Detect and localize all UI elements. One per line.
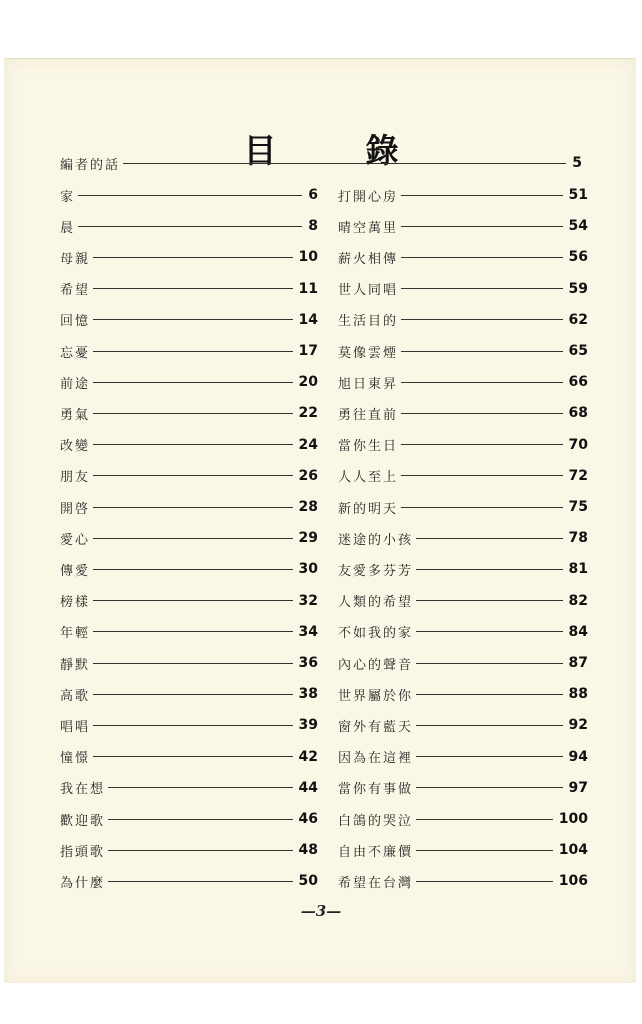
toc-entry[interactable] xyxy=(338,339,588,363)
toc-entry-page: 70 xyxy=(568,436,588,453)
toc-entry[interactable] xyxy=(60,620,318,644)
toc-entry-label: 歡迎歌 xyxy=(60,813,106,829)
toc-entry-label: 內心的聲音 xyxy=(338,657,414,673)
toc-entry[interactable] xyxy=(60,339,318,363)
toc-entry-page: 62 xyxy=(568,311,588,328)
toc-entry[interactable] xyxy=(338,745,588,769)
dot-leader xyxy=(93,694,293,695)
toc-entry[interactable] xyxy=(338,370,588,394)
toc-entry-label: 不如我的家 xyxy=(338,626,414,642)
toc-entry[interactable] xyxy=(60,526,318,550)
toc-entry-label: 家 xyxy=(60,189,76,205)
dot-leader xyxy=(108,787,293,788)
toc-entry-label: 晴空萬里 xyxy=(338,220,399,236)
dot-leader xyxy=(401,226,563,227)
toc-entry-page: 22 xyxy=(298,405,318,422)
dot-leader xyxy=(108,819,293,820)
toc-entry-page: 5 xyxy=(572,155,582,171)
dot-leader xyxy=(93,538,293,539)
toc-entry-page: 94 xyxy=(568,748,588,765)
dot-leader xyxy=(93,382,293,383)
toc-entry[interactable] xyxy=(338,589,588,613)
toc-entry-page: 72 xyxy=(568,467,588,484)
toc-entry-label: 高歌 xyxy=(60,688,91,704)
toc-entry-page: 51 xyxy=(568,187,588,203)
toc-entry-label: 迷途的小孩 xyxy=(338,532,414,548)
dot-leader xyxy=(93,569,293,570)
toc-entry-label: 薪火相傳 xyxy=(338,251,399,267)
toc-entry-page: 82 xyxy=(568,592,588,609)
dot-leader xyxy=(93,756,293,757)
toc-entry[interactable] xyxy=(338,401,588,425)
dot-leader xyxy=(401,257,563,258)
toc-entry-page: 14 xyxy=(298,311,318,328)
toc-entry-label: 希望在台灣 xyxy=(338,875,414,891)
toc-entry-label: 母親 xyxy=(60,251,91,267)
toc-entry-page: 92 xyxy=(568,717,588,734)
dot-leader xyxy=(416,694,563,695)
toc-entry-label: 指頭歌 xyxy=(60,844,106,860)
toc-entry-page: 38 xyxy=(298,686,318,703)
toc-entry-label: 年輕 xyxy=(60,626,91,642)
toc-entry[interactable] xyxy=(60,370,318,394)
toc-entry[interactable] xyxy=(338,651,588,675)
toc-entry-page: 11 xyxy=(298,280,318,297)
toc-entry-page: 50 xyxy=(298,873,318,890)
toc-entry-page: 10 xyxy=(298,249,318,266)
toc-entry-label: 白鴿的哭泣 xyxy=(338,813,414,829)
toc-entry-label: 編者的話 xyxy=(60,157,121,173)
toc-entry[interactable] xyxy=(338,433,588,457)
toc-entry-page: 8 xyxy=(308,218,318,235)
toc-entry-label: 生活目的 xyxy=(338,314,399,330)
toc-entry-label: 朋友 xyxy=(60,470,91,486)
toc-entry[interactable] xyxy=(338,838,588,862)
dot-leader xyxy=(401,413,563,414)
page-number: —3— xyxy=(300,902,342,920)
toc-entry-page: 34 xyxy=(298,623,318,640)
toc-entry-page: 42 xyxy=(298,748,318,765)
dot-leader xyxy=(123,163,566,164)
dot-leader xyxy=(416,631,563,632)
toc-entry[interactable] xyxy=(338,807,588,831)
toc-entry-page: 20 xyxy=(298,374,318,391)
dot-leader xyxy=(401,195,563,196)
toc-entry[interactable] xyxy=(60,589,318,613)
toc-entry-label: 忘憂 xyxy=(60,345,91,361)
toc-entry-label: 人人至上 xyxy=(338,470,399,486)
toc-entry[interactable] xyxy=(60,308,318,332)
dot-leader xyxy=(416,600,563,601)
dot-leader xyxy=(401,475,563,476)
dot-leader xyxy=(93,413,293,414)
toc-entry-label: 世界屬於你 xyxy=(338,688,414,704)
toc-entry[interactable] xyxy=(60,464,318,488)
toc-entry-label: 世人同唱 xyxy=(338,283,399,299)
toc-entry-label: 唱唱 xyxy=(60,719,91,735)
toc-entry[interactable] xyxy=(338,713,588,737)
toc-entry-label: 愛心 xyxy=(60,532,91,548)
toc-entry-page: 48 xyxy=(298,842,318,859)
dot-leader xyxy=(401,382,563,383)
dot-leader xyxy=(416,663,563,664)
dot-leader xyxy=(108,881,293,882)
toc-entry-page: 78 xyxy=(568,530,588,547)
toc-entry[interactable] xyxy=(338,277,588,301)
toc-entry-label: 打開心房 xyxy=(338,189,399,205)
toc-entry-label: 因為在這裡 xyxy=(338,751,414,767)
toc-entry-page: 26 xyxy=(298,467,318,484)
toc-entry-label: 我在想 xyxy=(60,782,106,798)
toc-entry-page: 84 xyxy=(568,623,588,640)
dot-leader xyxy=(93,257,293,258)
toc-entry-label: 希望 xyxy=(60,283,91,299)
toc-entry[interactable] xyxy=(60,401,318,425)
toc-entry[interactable] xyxy=(60,277,318,301)
toc-entry-label: 開啓 xyxy=(60,501,91,517)
toc-entry-page: 59 xyxy=(568,280,588,297)
page-title: 目 錄 xyxy=(243,131,427,170)
toc-entry-page: 32 xyxy=(298,592,318,609)
toc-entry-page: 75 xyxy=(568,499,588,515)
dot-leader xyxy=(93,351,293,352)
toc-entry[interactable] xyxy=(60,869,318,893)
toc-entry[interactable] xyxy=(338,620,588,644)
toc-entry-page: 39 xyxy=(298,717,318,734)
toc-entry-page: 66 xyxy=(568,374,588,391)
toc-entry-page: 56 xyxy=(568,249,588,266)
toc-entry[interactable] xyxy=(60,183,318,207)
toc-entry[interactable] xyxy=(338,557,588,581)
dot-leader xyxy=(93,288,293,289)
toc-entry[interactable] xyxy=(338,183,588,207)
dot-leader xyxy=(108,850,293,851)
dot-leader xyxy=(78,195,302,196)
toc-entry[interactable] xyxy=(338,214,588,238)
toc-entry[interactable] xyxy=(338,308,588,332)
toc-entry-label: 勇氣 xyxy=(60,407,91,423)
toc-entry[interactable] xyxy=(60,214,318,238)
dot-leader xyxy=(93,319,293,320)
toc-entry-label: 前途 xyxy=(60,376,91,392)
toc-entry[interactable] xyxy=(338,869,588,893)
toc-entry-page: 104 xyxy=(558,842,588,859)
toc-entry-label: 人類的希望 xyxy=(338,595,414,611)
toc-entry-label: 回憶 xyxy=(60,314,91,330)
toc-entry-page: 30 xyxy=(298,561,318,578)
toc-entry[interactable] xyxy=(60,245,318,269)
toc-entry-label: 莫像雲煙 xyxy=(338,345,399,361)
toc-entry[interactable] xyxy=(338,495,588,519)
toc-entry-label: 勇往直前 xyxy=(338,407,399,423)
toc-entry-page: 100 xyxy=(558,811,588,827)
toc-entry[interactable] xyxy=(60,713,318,737)
dot-leader xyxy=(416,538,563,539)
toc-entry[interactable] xyxy=(60,745,318,769)
dot-leader xyxy=(93,600,293,601)
toc-entry-page: 54 xyxy=(568,218,588,235)
toc-entry-label: 靜默 xyxy=(60,657,91,673)
dot-leader xyxy=(93,475,293,476)
dot-leader xyxy=(416,850,553,851)
dot-leader xyxy=(416,756,563,757)
toc-entry-label: 憧憬 xyxy=(60,751,91,767)
dot-leader xyxy=(401,319,563,320)
toc-entry-page: 44 xyxy=(298,779,318,796)
toc-entry-label: 新的明天 xyxy=(338,501,399,517)
toc-entry-page: 17 xyxy=(298,343,318,359)
dot-leader xyxy=(93,663,293,664)
toc-entry-label: 友愛多芬芳 xyxy=(338,563,414,579)
toc-entry-intro[interactable] xyxy=(60,151,582,175)
dot-leader xyxy=(416,787,563,788)
toc-entry-page: 29 xyxy=(298,530,318,547)
toc-entry-label: 改變 xyxy=(60,439,91,455)
dot-leader xyxy=(401,444,563,445)
dot-leader xyxy=(416,881,553,882)
dot-leader xyxy=(93,725,293,726)
toc-entry-label: 榜樣 xyxy=(60,595,91,611)
toc-entry-page: 28 xyxy=(298,499,318,515)
dot-leader xyxy=(401,288,563,289)
toc-entry-label: 當你生日 xyxy=(338,439,399,455)
toc-entry[interactable] xyxy=(338,526,588,550)
toc-entry-label: 傳愛 xyxy=(60,563,91,579)
toc-entry[interactable] xyxy=(60,495,318,519)
toc-entry-page: 68 xyxy=(568,405,588,422)
dot-leader xyxy=(416,725,563,726)
dot-leader xyxy=(93,631,293,632)
toc-entry[interactable] xyxy=(60,776,318,800)
toc-entry-label: 自由不廉價 xyxy=(338,844,414,860)
dot-leader xyxy=(93,444,293,445)
toc-entry-page: 106 xyxy=(558,873,588,890)
toc-entry-page: 65 xyxy=(568,343,588,359)
toc-entry-page: 87 xyxy=(568,655,588,671)
toc-entry[interactable] xyxy=(338,245,588,269)
toc-entry-label: 旭日東昇 xyxy=(338,376,399,392)
toc-entry[interactable] xyxy=(60,651,318,675)
toc-entry[interactable] xyxy=(338,776,588,800)
toc-entry[interactable] xyxy=(338,682,588,706)
toc-entry-page: 88 xyxy=(568,686,588,703)
dot-leader xyxy=(416,569,563,570)
toc-entry-page: 24 xyxy=(298,436,318,453)
toc-entry-page: 81 xyxy=(568,561,588,578)
toc-entry[interactable] xyxy=(60,807,318,831)
toc-entry-label: 為什麼 xyxy=(60,875,106,891)
toc-entry-page: 97 xyxy=(568,779,588,796)
dot-leader xyxy=(78,226,302,227)
toc-entry-label: 當你有事做 xyxy=(338,782,414,798)
toc-entry-page: 36 xyxy=(298,655,318,671)
toc-entry[interactable] xyxy=(60,838,318,862)
dot-leader xyxy=(401,507,563,508)
toc-entry[interactable] xyxy=(60,682,318,706)
toc-entry-page: 6 xyxy=(308,187,318,203)
toc-entry-page: 46 xyxy=(298,811,318,827)
dot-leader xyxy=(93,507,293,508)
toc-entry[interactable] xyxy=(60,433,318,457)
toc-entry-label: 晨 xyxy=(60,220,76,236)
dot-leader xyxy=(401,351,563,352)
toc-entry[interactable] xyxy=(338,464,588,488)
toc-entry-label: 窗外有藍天 xyxy=(338,719,414,735)
toc-entry[interactable] xyxy=(60,557,318,581)
dot-leader xyxy=(416,819,553,820)
